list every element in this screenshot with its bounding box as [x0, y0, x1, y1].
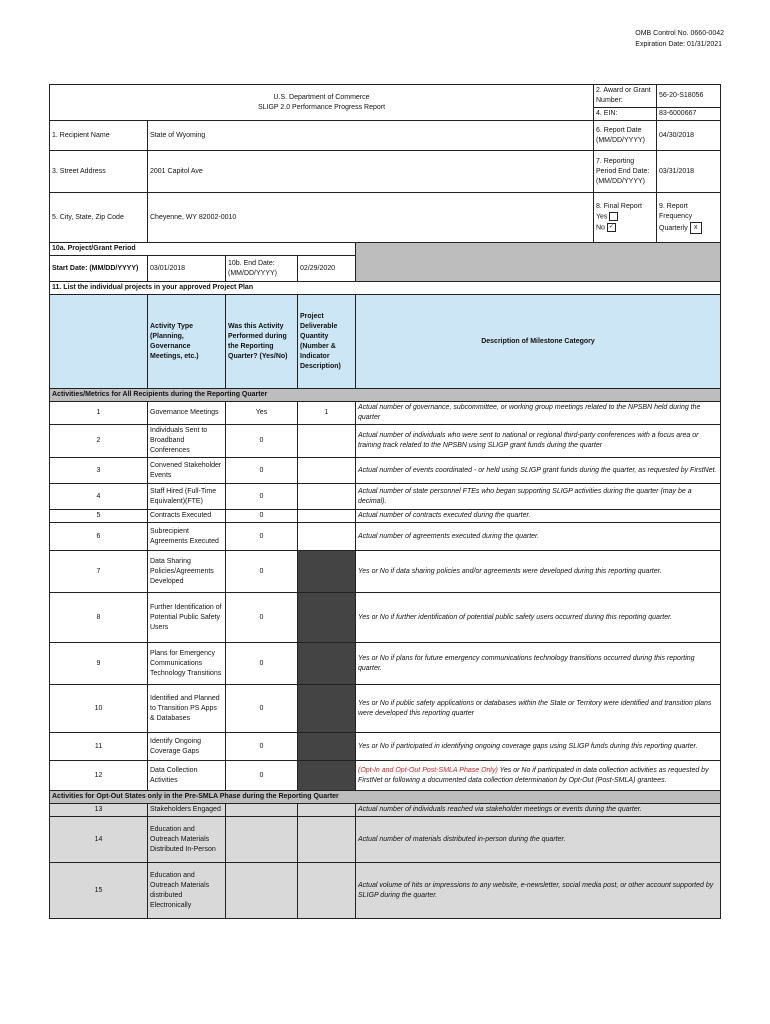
- row-description-note: (Opt-In and Opt-Out Post-SMLA Phase Only): [358, 766, 498, 774]
- progress-report-form: [49, 84, 721, 919]
- start-date-label: Start Date: (MM/DD/YYYY): [50, 256, 148, 282]
- final-yes-checkbox[interactable]: [609, 212, 618, 221]
- row-description: Actual number of individuals reached via stakeholder meetings or events during the quarter.: [356, 804, 721, 817]
- city-value[interactable]: Cheyenne, WY 82002-0010: [148, 193, 594, 243]
- row-deliverable-disabled: [298, 685, 356, 733]
- table-row: [50, 551, 721, 593]
- shaded-cell: [356, 243, 721, 282]
- table-row: [50, 425, 721, 458]
- row-number: 11: [50, 733, 148, 761]
- row-activity: Convened Stakeholder Events: [148, 458, 226, 484]
- row-number: 6: [50, 523, 148, 551]
- col-deliverable: Project Deliverable Quantity (Number & Indicator Description): [298, 295, 356, 389]
- row-performed[interactable]: [226, 817, 298, 863]
- row-performed[interactable]: 0: [226, 685, 298, 733]
- row-performed[interactable]: 0: [226, 551, 298, 593]
- table-row: [50, 593, 721, 643]
- row-number: 14: [50, 817, 148, 863]
- table-row: [50, 523, 721, 551]
- row-number: 8: [50, 593, 148, 643]
- row-deliverable-disabled: [298, 733, 356, 761]
- row-deliverable[interactable]: [298, 425, 356, 458]
- row-description: Yes or No if data sharing policies and/or agreements were developed during this reporting quarter.: [356, 551, 721, 593]
- row-description: Actual volume of hits or impressions to any website, e-newsletter, social media post, or other account supported by SLIGP during the quarter.: [356, 863, 721, 919]
- frequency-value: Quarterly: [659, 224, 688, 232]
- row-number: 4: [50, 484, 148, 510]
- row-number: 13: [50, 804, 148, 817]
- row-activity: Stakeholders Engaged: [148, 804, 226, 817]
- table-row: [50, 484, 721, 510]
- table-row: [50, 804, 721, 817]
- row-description: Actual number of governance, subcommittee, or working group meetings related to the NPSBN held during the quarter: [356, 402, 721, 425]
- end-date-value[interactable]: 02/29/2020: [298, 256, 356, 282]
- row-description-text: Yes or No if participated in data collection activities as requested by FirstNet or following a documented data collection determination by Opt-Out (Post-SMLA) grantees.: [358, 766, 709, 784]
- final-report-label: 8. Final Report: [596, 203, 642, 211]
- row-deliverable[interactable]: [298, 817, 356, 863]
- frequency-label: 9. Report Frequency: [659, 202, 693, 220]
- section-opt-out: Activities for Opt-Out States only in the Pre-SMLA Phase during the Reporting Quarter: [50, 791, 721, 804]
- report-title: SLIGP 2.0 Performance Progress Report: [257, 103, 386, 111]
- row-activity: Plans for Emergency Communications Technology Transitions: [148, 643, 226, 685]
- col-performed: Was this Activity Performed during the Reporting Quarter? (Yes/No): [226, 295, 298, 389]
- row-deliverable[interactable]: [298, 484, 356, 510]
- row-performed[interactable]: [226, 804, 298, 817]
- report-title-cell: [50, 85, 594, 121]
- row-performed[interactable]: 0: [226, 593, 298, 643]
- row-number: 3: [50, 458, 148, 484]
- street-value[interactable]: 2001 Capitol Ave: [148, 151, 594, 193]
- recipient-label: 1. Recipient Name: [50, 121, 148, 151]
- table-row: [50, 685, 721, 733]
- final-no-checkbox[interactable]: ✓: [608, 223, 614, 230]
- expiration-date: Expiration Date: 01/31/2021: [635, 41, 723, 48]
- row-performed[interactable]: 0: [226, 425, 298, 458]
- report-date-value[interactable]: 04/30/2018: [657, 121, 721, 151]
- row-activity: Subrecipient Agreements Executed: [148, 523, 226, 551]
- table-row: [50, 510, 721, 523]
- row-description: Actual number of contracts executed during the quarter.: [356, 510, 721, 523]
- col-activity-type: Activity Type (Planning, Governance Meetings, etc.): [148, 295, 226, 389]
- row-activity: Data Sharing Policies/Agreements Developed: [148, 551, 226, 593]
- row-activity: Education and Outreach Materials distributed Electronically: [148, 863, 226, 919]
- table-row: [50, 458, 721, 484]
- row-performed[interactable]: 0: [226, 643, 298, 685]
- row-description: Actual number of materials distributed in-person during the quarter.: [356, 817, 721, 863]
- end-date-label: 10b. End Date: (MM/DD/YYYY): [226, 256, 298, 282]
- row-description: Yes or No if further identification of potential public safety users occurred during this reporting quarter.: [356, 593, 721, 643]
- row-deliverable-disabled: [298, 593, 356, 643]
- recipient-value[interactable]: State of Wyoming: [148, 121, 594, 151]
- final-no-label: No: [596, 223, 605, 231]
- row-number: 1: [50, 402, 148, 425]
- row-activity: Individuals Sent to Broadband Conferences: [148, 425, 226, 458]
- project-period-label: 10a. Project/Grant Period: [50, 243, 356, 256]
- row-number: 9: [50, 643, 148, 685]
- row-activity: Education and Outreach Materials Distributed In-Person: [148, 817, 226, 863]
- report-date-label: 6. Report Date (MM/DD/YYYY): [594, 121, 657, 151]
- section-all-recipients: Activities/Metrics for All Recipients during the Reporting Quarter: [50, 389, 721, 402]
- row-deliverable-disabled: [298, 643, 356, 685]
- row-deliverable[interactable]: [298, 523, 356, 551]
- row-description: Actual number of agreements executed during the quarter.: [356, 523, 721, 551]
- projects-heading: 11. List the individual projects in your approved Project Plan: [50, 282, 721, 295]
- row-performed[interactable]: 0: [226, 484, 298, 510]
- table-row: [50, 733, 721, 761]
- row-deliverable[interactable]: [298, 863, 356, 919]
- frequency-cell: [657, 193, 721, 243]
- row-number: 15: [50, 863, 148, 919]
- col-description: Description of Milestone Category: [356, 295, 721, 389]
- row-number: 5: [50, 510, 148, 523]
- row-description: Yes or No if participated in identifying ongoing coverage gaps using SLIGP funds during this reporting quarter.: [356, 733, 721, 761]
- row-activity: Governance Meetings: [148, 402, 226, 425]
- row-performed[interactable]: Yes: [226, 402, 298, 425]
- row-number: 2: [50, 425, 148, 458]
- row-activity: Staff Hired (Full-Time Equivalent)(FTE): [148, 484, 226, 510]
- row-activity: Data Collection Activities: [148, 761, 226, 791]
- row-number: 7: [50, 551, 148, 593]
- omb-header: [635, 28, 724, 50]
- period-end-value[interactable]: 03/31/2018: [657, 151, 721, 193]
- row-description: Yes or No if public safety applications or databases within the State or Territory were identified and transition plans were developed this reporting quarter: [356, 685, 721, 733]
- frequency-checkbox[interactable]: x: [690, 222, 702, 234]
- row-deliverable[interactable]: [298, 510, 356, 523]
- row-activity: Contracts Executed: [148, 510, 226, 523]
- department-name: U.S. Department of Commerce: [273, 93, 370, 101]
- table-row: [50, 817, 721, 863]
- city-label: 5. City, State, Zip Code: [50, 193, 148, 243]
- row-description: Actual number of individuals who were sent to national or regional third-party conferences with a focus area or training track related to the NPSBN using SLIGP grant funds during the quarter: [356, 425, 721, 458]
- row-performed[interactable]: 0: [226, 510, 298, 523]
- row-activity: Further Identification of Potential Public Safety Users: [148, 593, 226, 643]
- row-description: [356, 761, 721, 791]
- row-description: Actual number of state personnel FTEs who began supporting SLIGP activities during the quarter (may be a decimal).: [356, 484, 721, 510]
- row-activity: Identify Ongoing Coverage Gaps: [148, 733, 226, 761]
- row-activity: Identified and Planned to Transition PS Apps & Databases: [148, 685, 226, 733]
- table-row: [50, 643, 721, 685]
- row-performed[interactable]: 0: [226, 523, 298, 551]
- ein-label: 4. EIN:: [594, 108, 657, 121]
- row-description: Actual number of events coordinated - or held using SLIGP grant funds during the quarter, as requested by FirstNet.: [356, 458, 721, 484]
- omb-control-number: OMB Control No. 0660-0042: [635, 30, 724, 37]
- start-date-value[interactable]: 03/01/2018: [148, 256, 226, 282]
- row-deliverable[interactable]: [298, 458, 356, 484]
- table-row: [50, 402, 721, 425]
- row-deliverable-disabled: [298, 551, 356, 593]
- row-deliverable[interactable]: 1: [298, 402, 356, 425]
- final-yes-label: Yes: [596, 213, 608, 221]
- row-number: 10: [50, 685, 148, 733]
- period-end-label: 7. Reporting Period End Date: (MM/DD/YYYY): [594, 151, 657, 193]
- row-deliverable-disabled: [298, 761, 356, 791]
- table-row: [50, 863, 721, 919]
- row-performed[interactable]: 0: [226, 458, 298, 484]
- row-performed[interactable]: [226, 863, 298, 919]
- award-label: 2. Award or Grant Number:: [594, 85, 657, 108]
- award-value[interactable]: 56-20-S18056: [657, 85, 721, 108]
- row-deliverable[interactable]: [298, 804, 356, 817]
- blank-header-cell: [50, 295, 148, 389]
- row-description: Yes or No if plans for future emergency communications technology transitions occurred during this reporting quarter.: [356, 643, 721, 685]
- final-report-cell: [594, 193, 657, 243]
- table-row: [50, 761, 721, 791]
- row-number: 12: [50, 761, 148, 791]
- ein-value[interactable]: 83-6000667: [657, 108, 721, 121]
- row-performed[interactable]: 0: [226, 761, 298, 791]
- street-label: 3. Street Address: [50, 151, 148, 193]
- row-performed[interactable]: 0: [226, 733, 298, 761]
